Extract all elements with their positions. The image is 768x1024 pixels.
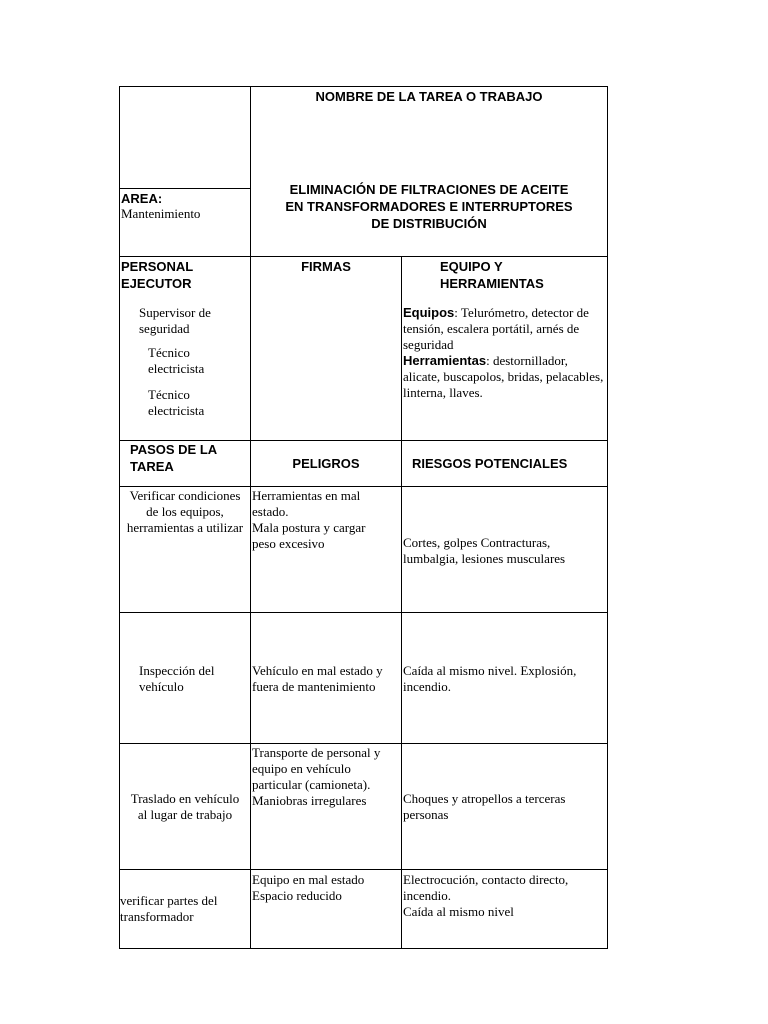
person-supervisor: Supervisor de seguridad [139,305,211,336]
col-peligros: PELIGROS [292,456,360,471]
herramientas-text: : destornillador, alicate, buscapolos, bridas, pelacables, linterna, llaves. [403,353,604,400]
herramientas-label: Herramientas [403,353,487,368]
table-rule [607,86,608,949]
table-rule [401,256,402,949]
step-1-peligros: Herramientas en mal estado. Mala postura y cargar peso excesivo [252,488,366,551]
person-tecnico-1: Técnico electricista [148,345,205,376]
step-2-peligros: Vehículo en mal estado y fuera de mantenimiento [252,663,383,694]
col-equipo-herramientas: EQUIPO Y HERRAMIENTAS [440,259,544,291]
task-title: ELIMINACIÓN DE FILTRACIONES DE ACEITE EN TRANSFORMADORES E INTERRUPTORES DE DISTRIBUCIÓN [285,182,573,231]
table-rule [119,948,608,949]
equipos-label: Equipos [403,305,455,320]
col-riesgos: RIESGOS POTENCIALES [412,456,568,471]
task-name-label: NOMBRE DE LA TAREA O TRABAJO [315,89,543,104]
area-value: Mantenimiento [121,206,201,221]
step-2-paso: Inspección del vehículo [139,663,215,694]
table-rule [119,256,608,257]
table-rule [119,188,250,189]
table-rule [119,486,608,487]
step-3-riesgos: Choques y atropellos a terceras personas [403,791,566,822]
step-4-riesgos: Electrocución, contacto directo, incendio. Caída al mismo nivel [403,872,569,919]
equipos-text: : Telurómetro, detector de tensión, escalera portátil, arnés de seguridad [403,305,589,352]
step-3-paso: Traslado en vehículo al lugar de trabajo [130,791,240,822]
step-4-peligros: Equipo en mal estado Espacio reducido [252,872,365,903]
table-rule [119,869,608,870]
step-1-riesgos: Cortes, golpes Contracturas, lumbalgia, lesiones musculares [403,535,566,566]
table-rule [119,86,608,87]
col-firmas: FIRMAS [301,259,351,274]
table-rule [119,743,608,744]
step-1-paso: Verificar condiciones de los equipos, herramientas a utilizar [126,488,244,535]
step-3-peligros: Transporte de personal y equipo en vehículo particular (camioneta). Maniobras irregulares [252,745,381,808]
col-pasos: PASOS DE LA TAREA [130,442,218,474]
area-label: AREA: [121,191,163,206]
table-rule [119,612,608,613]
col-personal-ejecutor: PERSONAL EJECUTOR [121,259,194,291]
person-tecnico-2: Técnico electricista [148,387,205,418]
equipment-description [403,305,605,401]
step-4-paso: verificar partes del transformador [120,893,218,924]
step-2-riesgos: Caída al mismo nivel. Explosión, incendio. [403,663,577,694]
